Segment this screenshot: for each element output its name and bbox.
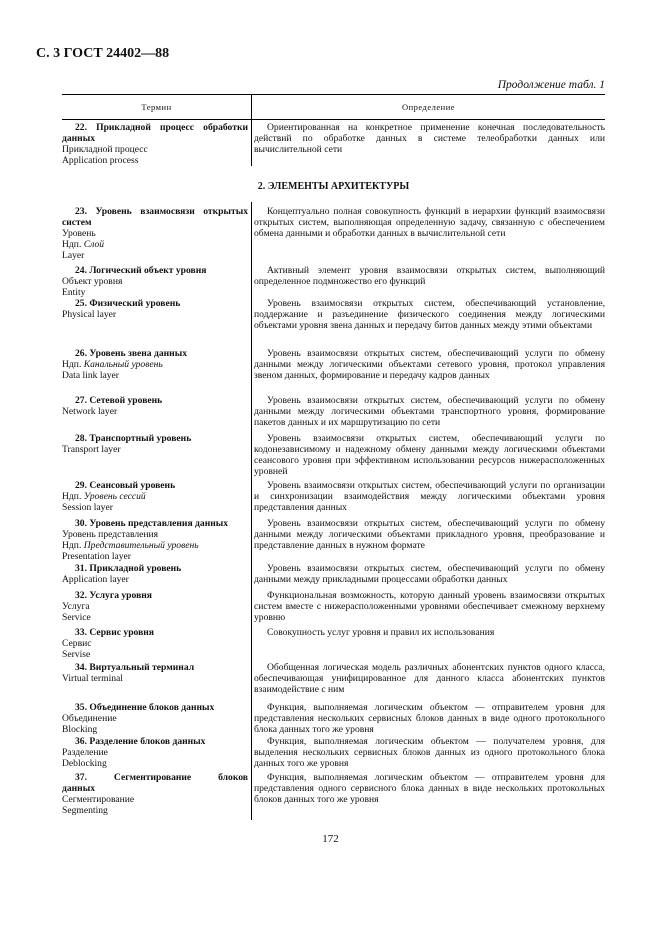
term-name: 31. Прикладной уровень [75,563,182,574]
term-synonym: Virtual terminal [62,672,123,684]
term-definition: Уровень взаимосвязи открытых систем, обеспечивающий услуги по обмену данными между логическими объектами сетевого уровня, протокол управления звеном данных, формирование и передачу кадров данных [254,348,605,381]
term-name: 37. Сегментирование блоков [75,772,248,783]
column-header-definition: Определение [401,102,456,112]
deprecated-term: Канальный уровень [83,358,163,370]
term-english: Presentation layer [62,550,131,562]
term-synonym: Application layer [62,573,129,585]
term-synonym: Network layer [62,405,118,417]
term-synonym: Transport layer [62,443,121,455]
column-header-term: Термин [141,102,172,112]
page-number: 172 [322,833,339,845]
term-synonym: Прикладной процесс [62,143,148,155]
term-name: 23. Уровень взаимосвязи открытых [75,206,248,217]
term-name: 32. Услуга уровня [75,590,152,601]
term-definition: Уровень взаимосвязи открытых систем, обеспечивающий услуги по кодонезависимому и надежному обмену данными между логическими объектами сеансового уровня при эффективном использовании ресурсов нижерасположенных уровней [254,433,605,477]
term-definition: Уровень взаимосвязи открытых систем, обеспечивающий услуги по обмену данными между логическими объектами прикладного уровня, преобразование и представление данных в нужном формате [254,518,605,551]
term-synonym: Segmenting [62,804,108,816]
term-entry [62,207,248,262]
ndp-label: Ндп. [62,539,82,551]
term-entry [62,663,248,685]
term-synonym: Объект уровня [62,275,123,287]
term-definition: Функция, выполняемая логическим объектом — отправителем уровня для представления нескольких сервисных блоков данных в виде одного протокольного блока данных того же уровня [254,702,605,735]
section-title: 2. ЭЛЕМЕНТЫ АРХИТЕКТУРЫ [257,181,410,192]
term-synonym: Сервис [62,637,92,649]
term-name: 24. Логический объект уровня [75,265,207,276]
term-synonym: Разделение [62,746,108,758]
column-divider [251,202,252,820]
ndp-label: Ндп. [62,358,82,370]
deprecated-term: Уровень сессий [83,490,146,502]
term-definition: Активный элемент уровня взаимосвязи открытых систем, выполняющий определенное подмножество его функций [254,265,605,287]
term-name: 29. Сеансовый уровень [75,480,176,491]
term-name: 30. Уровень представления данных [75,518,229,529]
term-entry [62,349,248,382]
term-name: 25. Физический уровень [75,298,181,309]
term-definition: Уровень взаимосвязи открытых систем, обеспечивающий услуги по организации и синхронизации взаимодействия между логическими объектами уровня представления данных [254,480,605,513]
term-definition: Функция, выполняемая логическим объектом — отправителем уровня для представления одного сервисного блока данных в виде нескольких протокольных блоков данных того же уровня [254,772,605,805]
term-entry [62,434,248,456]
term-entry [62,737,248,770]
term-definition: Уровень взаимосвязи открытых систем, обеспечивающий услуги по обмену данными между логическими объектами транспортного уровня, формирование пакетов данных и их маршрутизацию по сети [254,395,605,428]
deprecated-term: Представительный уровень [83,539,199,551]
term-name: 28. Транспортный уровень [75,433,192,444]
term-name: 26. Уровень звена данных [75,348,187,359]
page-header: С. 3 ГОСТ 24402—88 [36,46,170,61]
term-definition: Уровень взаимосвязи открытых систем, обеспечивающий установление, поддержание и разъединение физического соединения между логическими объектами уровня звена данных и передачу битов данных между этими объектами [254,298,605,331]
term-definition: Уровень взаимосвязи открытых систем, обеспечивающий услуги по обмену данными между прикладными процессами обработки данных [254,563,605,585]
deprecated-term: Слой [83,238,105,250]
term-synonym: Physical layer [62,308,117,320]
term-synonym: Услуга [62,600,90,612]
term-entry [62,481,248,514]
term-entry [62,703,248,736]
term-synonym: Application process [62,154,139,166]
term-name: 36. Разделение блоков данных [75,736,206,747]
term-synonym: Объединение [62,712,117,724]
term-synonym: Entity [62,286,86,298]
term-name-cont: данных [62,782,95,794]
term-entry [62,396,248,418]
term-english: Data link layer [62,369,120,381]
term-name: 35. Объединение блоков данных [75,702,215,713]
term-name: 33. Сервис уровня [75,627,154,638]
term-entry [62,591,248,624]
term-definition: Функциональная возможность, которую данный уровень взаимосвязи открытых систем вместе с нижерасположенными уровнями обеспечивает смежному верхнему уровню [254,590,605,623]
term-entry [62,564,248,586]
term-synonym: Уровень представления [62,528,159,540]
term-english: Layer [62,249,85,261]
ndp-label: Ндп. [62,490,82,502]
term-synonym: Сегментирование [62,793,135,805]
term-entry [62,519,248,563]
table-continuation-label: Продолжение табл. 1 [497,79,605,91]
column-divider [251,94,252,166]
term-entry [62,123,248,167]
table-header [62,94,605,120]
term-definition: Совокупность услуг уровня и правил их использования [267,627,495,638]
term-definition: Функция, выполняемая логическим объектом — получателем уровня, для выделения нескольких сервисных блоков данных из одного протокольного блока данных того же уровня [254,736,605,769]
term-synonym: Blocking [62,723,98,735]
ndp-label: Ндп. [62,238,82,250]
term-definition: Обобщенная логическая модель различных абонентских пунктов одного класса, обеспечивающая унифицированное для данного класса абонентских пунктов взаимодействие с ним [254,662,605,695]
term-name-cont: данных [62,132,95,144]
term-name: 27. Сетевой уровень [75,395,163,406]
term-synonym: Service [62,611,91,623]
term-entry [62,773,248,817]
term-synonym: Deblocking [62,757,107,769]
term-name: 22. Прикладной процесс обработки [75,122,248,133]
term-definition: Концептуально полная совокупность функций в иерархии функций взаимосвязи открытых систем, выполняющая определенную задачу, связанную с обеспечением обмена данными и обработки данных в вычислительной сети [254,206,605,239]
term-name-cont: систем [62,216,92,228]
term-english: Session layer [62,501,113,513]
term-entry [62,628,248,661]
term-definition: Ориентированная на конкретное применение конечная последовательность действий по обработке данных в системе телеобработки данных или вычислительной сети [254,122,605,155]
term-entry [62,299,248,321]
term-name: 34. Виртуальный терминал [75,662,195,673]
term-deprecated [62,240,248,251]
term-entry [62,266,248,299]
term-synonym: Уровень [62,227,96,239]
term-synonym: Servise [62,648,91,660]
